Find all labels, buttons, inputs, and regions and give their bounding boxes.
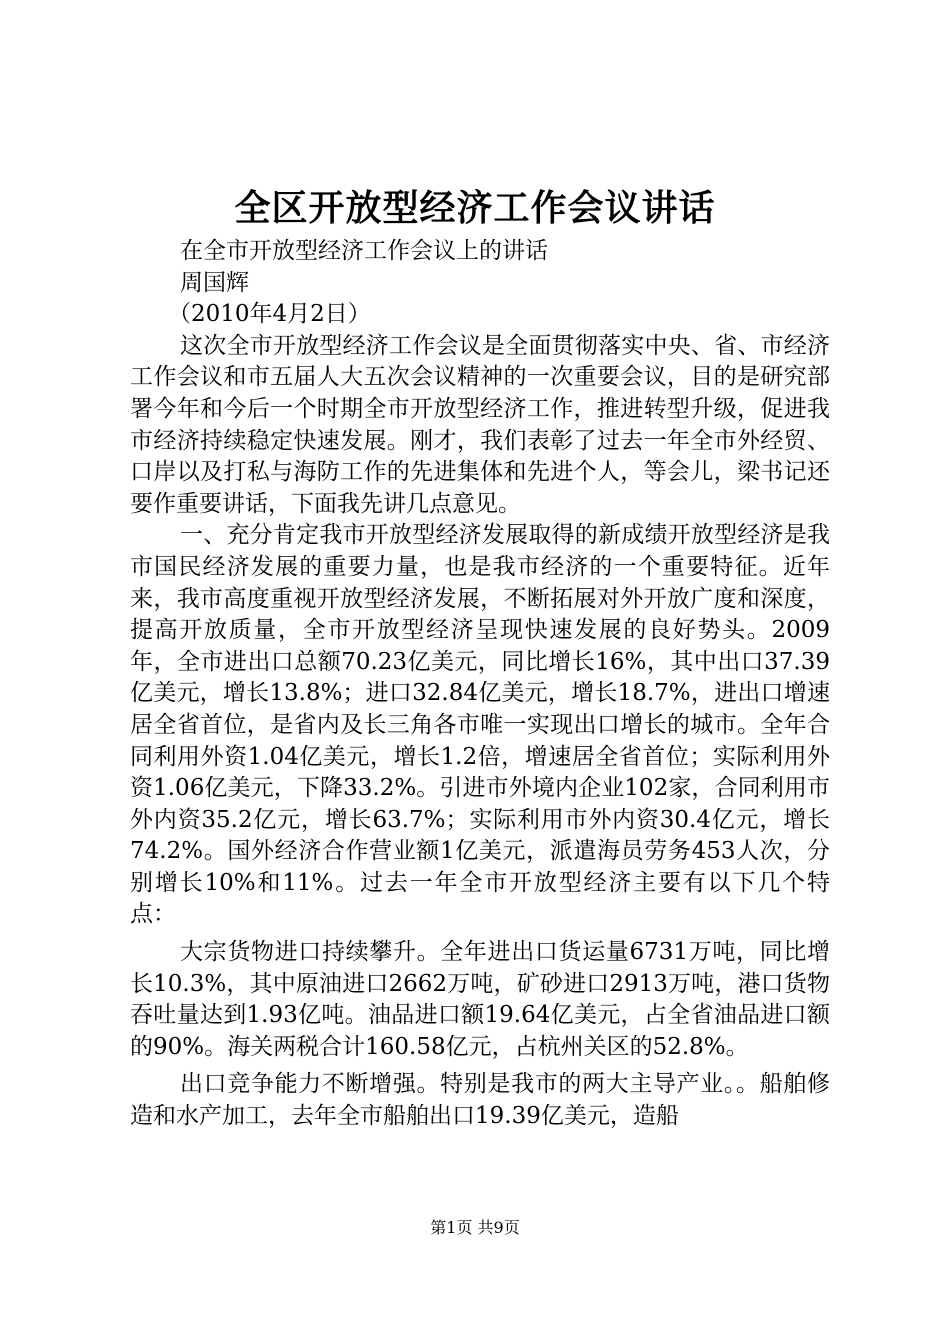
document-author: 周国辉 bbox=[180, 269, 249, 296]
page-footer: 第1页 共9页 bbox=[430, 1218, 520, 1237]
document-subtitle: 在全市开放型经济工作会议上的讲话 bbox=[180, 238, 548, 264]
paragraph-imports: 大宗货物进口持续攀升。全年进出口货运量6731万吨，同比增长10.3%，其中原油进口2662万吨，矿砂进口2913万吨，港口货物吞吐量达到1.93亿吨。油品进口额19.64亿美元，占全省油品进口额的90%。海关两税合计160.58亿元，占杭州关区的52.8%。 bbox=[130, 939, 830, 1060]
paragraph-exports: 出口竞争能力不断增强。特别是我市的两大主导产业。。船舶修造和水产加工，去年全市船舶出口19.39亿美元，造船 bbox=[130, 1071, 830, 1130]
document-body bbox=[130, 236, 830, 1133]
document-title: 全区开放型经济工作会议讲话 bbox=[234, 188, 716, 229]
paragraph-section-one: 一、充分肯定我市开放型经济发展取得的新成绩开放型经济是我市国民经济发展的重要力量，也是我市经济的一个重要特征。近年来，我市高度重视开放型经济发展，不断拓展对外开放广度和深度，提高开放质量，全市开放型经济呈现快速发展的良好势头。2009年，全市进出口总额70.23亿美元，同比增长16%，其中出口37.39亿美元，增长13.8%；进口32.84亿美元，增长18.7%，进出口增速居全省首位，是省内及长三角各市唯一实现出口增长的城市。全年合同利用外资1.04亿美元，增长1.2倍，增速居全省首位；实际利用外资1.06亿美元，下降33.2%。引进市外境内企业102家，合同利用市外内资35.2亿元，增长63.7%；实际利用市外内资30.4亿元，增长74.2%。国外经济合作营业额1亿美元，派遣海员劳务453人次，分别增长10%和11%。过去一年全市开放型经济主要有以下几个特点： bbox=[130, 522, 830, 928]
document-date: （2010年4月2日） bbox=[168, 301, 371, 328]
paragraph-intro: 这次全市开放型经济工作会议是全面贯彻落实中央、省、市经济工作会议和市五届人大五次会议精神的一次重要会议，目的是研究部署今年和今后一个时期全市开放型经济工作，推进转型升级，促进我市经济持续稳定快速发展。刚才，我们表彰了过去一年全市外经贸、口岸以及打私与海防工作的先进集体和先进个人，等会儿，梁书记还要作重要讲话，下面我先讲几点意见。 bbox=[130, 332, 830, 517]
